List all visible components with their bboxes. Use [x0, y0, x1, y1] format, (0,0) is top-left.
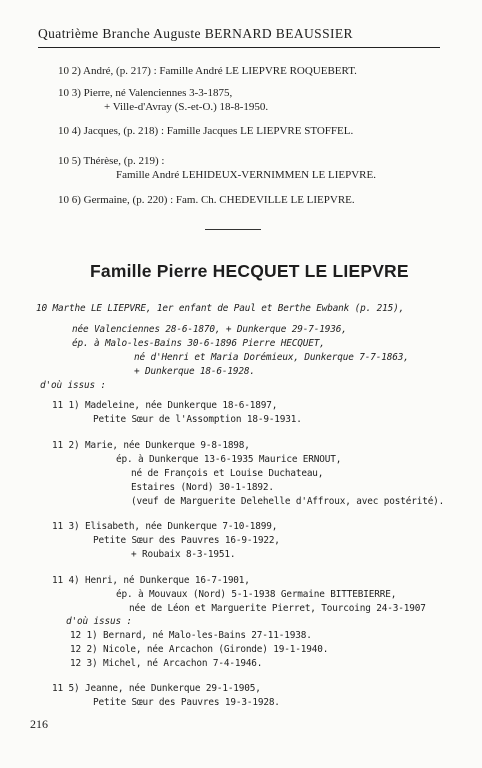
- previous-entry-line: + Ville-d'Avray (S.-et-O.) 18-8-1950.: [104, 101, 269, 113]
- header-rule: [38, 47, 440, 48]
- entry-line: 11 4) Henri, né Dunkerque 16-7-1901,: [52, 575, 250, 586]
- entry-line: ép. à Dunkerque 13-6-1935 Maurice ERNOUT,: [116, 454, 342, 465]
- entry-line: + Dunkerque 18-6-1928.: [134, 366, 255, 377]
- entry-line: 12 3) Michel, né Arcachon 7-4-1946.: [70, 658, 263, 669]
- entry-line: Estaires (Nord) 30-1-1892.: [131, 482, 274, 493]
- running-head: Quatrième Branche Auguste BERNARD BEAUSSIER: [38, 26, 353, 41]
- entry-line: né de François et Louise Duchateau,: [131, 468, 324, 479]
- previous-entry-line: 10 3) Pierre, né Valenciennes 3-3-1875,: [58, 87, 233, 99]
- section-separator: [205, 229, 261, 230]
- entry-line: 11 2) Marie, née Dunkerque 9-8-1898,: [52, 440, 250, 451]
- entry-line: 10 Marthe LE LIEPVRE, 1er enfant de Paul et Berthe Ewbank (p. 215),: [36, 303, 405, 314]
- entry-line: 12 1) Bernard, né Malo-les-Bains 27-11-1938.: [70, 630, 312, 641]
- entry-line: née de Léon et Marguerite Pierret, Tourcoing 24-3-1907: [129, 603, 426, 614]
- entry-line: ép. à Malo-les-Bains 30-6-1896 Pierre HECQUET,: [72, 338, 325, 349]
- entry-line: d'où issus :: [66, 616, 132, 627]
- entry-line: 11 1) Madeleine, née Dunkerque 18-6-1897,: [52, 400, 278, 411]
- previous-entry-line: 10 4) Jacques, (p. 218) : Famille Jacques LE LIEPVRE STOFFEL.: [58, 125, 354, 137]
- entry-line: né d'Henri et Maria Dorémieux, Dunkerque 7-7-1863,: [134, 352, 409, 363]
- entry-line: Petite Sœur des Pauvres 19-3-1928.: [93, 697, 280, 708]
- entry-line: d'où issus :: [40, 380, 106, 391]
- previous-entry-line: 10 2) André, (p. 217) : Famille André LE LIEPVRE ROQUEBERT.: [58, 65, 357, 77]
- entry-line: Petite Sœur de l'Assomption 18-9-1931.: [93, 414, 302, 425]
- previous-entry-line: 10 6) Germaine, (p. 220) : Fam. Ch. CHEDEVILLE LE LIEPVRE.: [58, 194, 355, 206]
- entry-line: 11 5) Jeanne, née Dunkerque 29-1-1905,: [52, 683, 261, 694]
- entry-line: + Roubaix 8-3-1951.: [131, 549, 236, 560]
- previous-entry-line: Famille André LEHIDEUX-VERNIMMEN LE LIEPVRE.: [116, 169, 376, 181]
- entry-line: (veuf de Marguerite Delehelle d'Affroux, avec postérité).: [131, 496, 445, 507]
- entry-line: 11 3) Elisabeth, née Dunkerque 7-10-1899,: [52, 521, 278, 532]
- family-title: Famille Pierre HECQUET LE LIEPVRE: [90, 261, 409, 281]
- previous-entry-line: 10 5) Thérèse, (p. 219) :: [58, 155, 165, 167]
- entry-line: ép. à Mouvaux (Nord) 5-1-1938 Germaine BITTEBIERRE,: [116, 589, 397, 600]
- page-number: 216: [30, 717, 48, 731]
- entry-line: Petite Sœur des Pauvres 16-9-1922,: [93, 535, 280, 546]
- entry-line: 12 2) Nicole, née Arcachon (Gironde) 19-1-1940.: [70, 644, 329, 655]
- entry-line: née Valenciennes 28-6-1870, + Dunkerque 29-7-1936,: [72, 324, 347, 335]
